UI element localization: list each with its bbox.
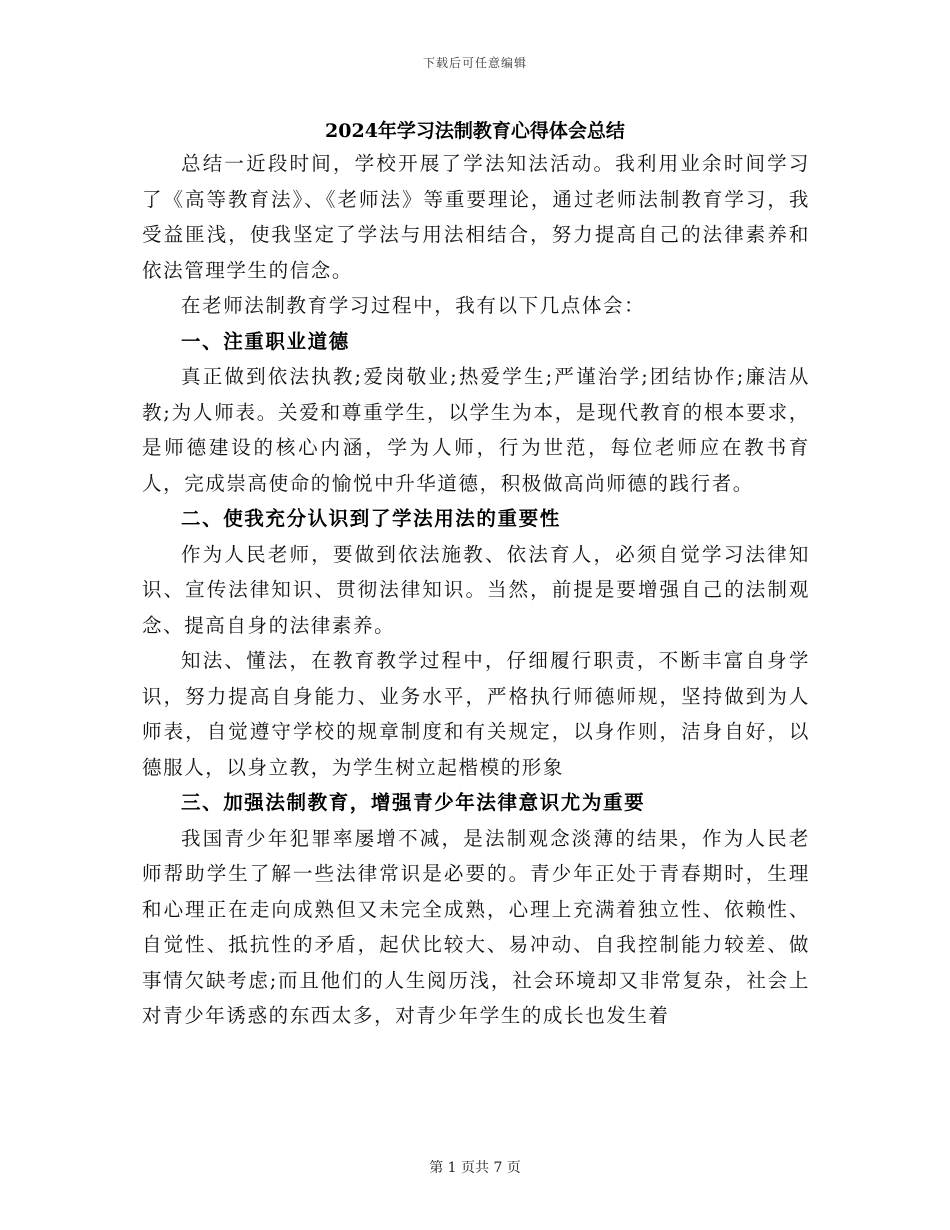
paragraph-section-2a: 作为人民老师，要做到依法施教、依法育人，必须自觉学习法律知识、宣传法律知识、贯彻法律知识。当然，前提是要增强自己的法制观念、提高自身的法律素养。: [142, 542, 810, 637]
paragraph-section-3: 我国青少年犯罪率屡增不减，是法制观念淡薄的结果，作为人民老师帮助学生了解一些法律常识是必要的。青少年正处于青春期时，生理和心理正在走向成熟但又未完全成熟，心理上充满着独立性、依赖性、自觉性、抵抗性的矛盾，起伏比较大、易冲动、自我控制能力较差、做事情欠缺考虑;而且他们的人生阅历浅，社会环境却又非常复杂，社会上对青少年诱惑的东西太多，对青少年学生的成长也发生着: [142, 826, 810, 1027]
header-note: 下载后可任意编辑: [422, 56, 527, 70]
document-body: [142, 146, 810, 1034]
section-heading-2: 二、使我充分认识到了学法用法的重要性: [181, 507, 561, 530]
section-heading-1: 一、注重职业道德: [181, 329, 350, 353]
paragraph-section-1: 真正做到依法执教;爱岗敬业;热爱学生;严谨治学;团结协作;廉洁从教;为人师表。关爱和尊重学生，以学生为本，是现代教育的根本要求，是师德建设的核心内涵，学为人师，行为世范，每位老师应在教书育人，完成崇高使命的愉悦中升华道德，积极做高尚师德的践行者。: [142, 365, 810, 495]
paragraph-intro: 总结一近段时间，学校开展了学法知法活动。我利用业余时间学习了《高等教育法》、《老师法》等重要理论，通过老师法制教育学习，我受益匪浅，使我坚定了学法与用法相结合，努力提高自己的法律素养和依法管理学生的信念。: [142, 152, 810, 282]
section-heading-3: 三、加强法制教育，增强青少年法律意识尤为重要: [181, 791, 646, 814]
page-footer: 第 1 页共 7 页: [429, 1160, 521, 1176]
document-title: 2024年学习法制教育心得体会总结: [325, 120, 625, 142]
paragraph-lead-in: 在老师法制教育学习过程中，我有以下几点体会：: [181, 294, 646, 317]
paragraph-section-2b: 知法、懂法，在教育教学过程中，仔细履行职责，不断丰富自身学识，努力提高自身能力、业务水平，严格执行师德师规，坚持做到为人师表，自觉遵守学校的规章制度和有关规定，以身作则，洁身自好，以德服人，以身立教，为学生树立起楷模的形象: [142, 649, 810, 779]
